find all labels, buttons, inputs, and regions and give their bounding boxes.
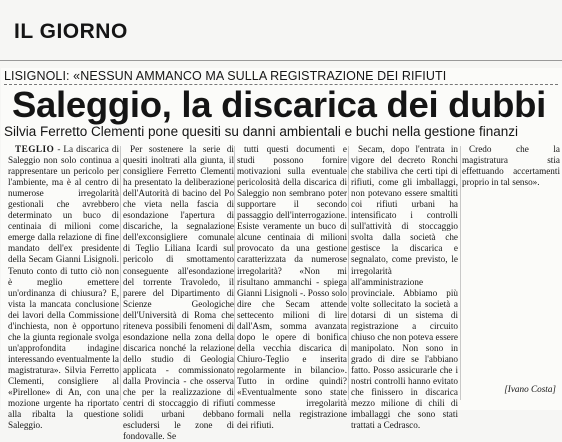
article-column-4 <box>351 144 458 431</box>
article-column-3 <box>237 144 347 431</box>
article-column-2 <box>123 144 234 442</box>
column-4-text: Secam, dopo l'entrata in vigore del decreto Ronchi che stabiliva che certi tipi di rifiuti, come gli imballaggi, non potevano essere smaltiti coi rifiuti urbani ha intensificato i controlli sull'attività di stoccaggio svolta dalla società che gestisce la discarica e segnalato, come previsto, le irregolarità all'amministrazione provinciale. Abbiamo più volte sollecitato la società a dotarsi di un sistema di registrazione a circuito chiuso che non poteva essere manipolato. Non sono in grado di dire se l'abbiano fatto. Posso assicurarle che i nostri controlli hanno evitato che finissero in discarica mezzo milione di chili di imballaggi che sono stati trattati a Cedrasco. <box>351 144 458 431</box>
article-signature: [Ivano Costa] <box>504 384 556 394</box>
column-2-text: Per sostenere la serie di quesiti inoltrati alla giunta, il consigliere Ferretto Clementi ha presentato la deliberazione dell'Autorità di bacino del Po che vieta nella fascia di esondazione l'apertura di discariche, la segnalazione dell'exconsigliere comunale di Teglio Liliana Icardi sul pericolo di smottamento conseguente all'esondazione del torrente Travoledo, il parere del Dipartimento di Scienze Geologiche dell'Università di Roma che riteneva possibili fenomeni di esondazione nella zona della discarica nonché la relazione dello studio di Geologia applicata - commissionato dalla Provincia - che osserva che per la realizzazione di centri di stoccaggio di rifiuti solidi urbani debbano escludersi le zone di fondovalle. Se <box>123 144 234 442</box>
article-headline: Saleggio, la discarica dei dubbi <box>12 84 546 125</box>
newspaper-masthead: IL GIORNO <box>14 20 128 43</box>
column-1-text: - La discarica di Saleggio non solo continua a rappresentare un pericolo per l'ambiente, ma è al centro di numerose irregolarità gestionali che avrebbero determinato un buco di centinaia di milioni come emerge dalla relazione di fine mandato dell'ex presidente della Secam Gianni Lisignoli. Tenuto conto di tutto ciò non è meglio emettere un'ordinanza di chiusura? E, vista la mancata conclusione dei lavori della Commissione d'inchiesta, non è opportuno che la giunta regionale svolga un'approfondita indagine interessando eventualmente la magistratura». Silvia Ferretto Clementi, consigliere al «Pirellone» di An, con una mozione urgente ha riportato alla ribalta la questione Saleggio. <box>8 144 119 431</box>
article-subhead: Silvia Ferretto Clementi pone quesiti su danni ambientali e buchi nella gestione finanzi <box>4 124 519 139</box>
column-divider <box>348 146 349 400</box>
article-kicker: LISIGNOLI: «NESSUN AMMANCO MA SULLA REGISTRAZIONE DEI RIFIUTI <box>4 69 447 83</box>
masthead-divider <box>0 60 562 61</box>
column-divider <box>120 146 121 400</box>
article-column-1 <box>8 144 119 431</box>
column-5-text: Credo che la magistratura stia effettuando accertamenti proprio in tal senso». <box>462 144 560 188</box>
column-3-text: tutti questi documenti e studi possono fornire motivazioni sulla eventuale pericolosità della discarica di Saleggio non sembrano poter supportare il secondo passaggio dell'interrogazione. Esiste veramente un buco di alcune centinaia di milioni provocato da una gestione caratterizzata da numerose irregolarità? «Non mi risultano ammanchi - spiega Gianni Lisignoli -. Posso solo dire che Secam attende settecento milioni di lire dall'Asm, somma avanzata dopo le opere di bonifica della vecchia discarica di Chiuro-Teglio e inserita regolarmente in bilancio». Tutto in ordine quindi? «Eventualmente sono state commesse irregolarità formali nella registrazione dei rifiuti. <box>237 144 347 431</box>
column-divider <box>460 146 461 400</box>
column-divider <box>234 146 235 400</box>
article-dateline: TEGLIO <box>15 144 55 154</box>
article-column-5 <box>462 144 560 406</box>
